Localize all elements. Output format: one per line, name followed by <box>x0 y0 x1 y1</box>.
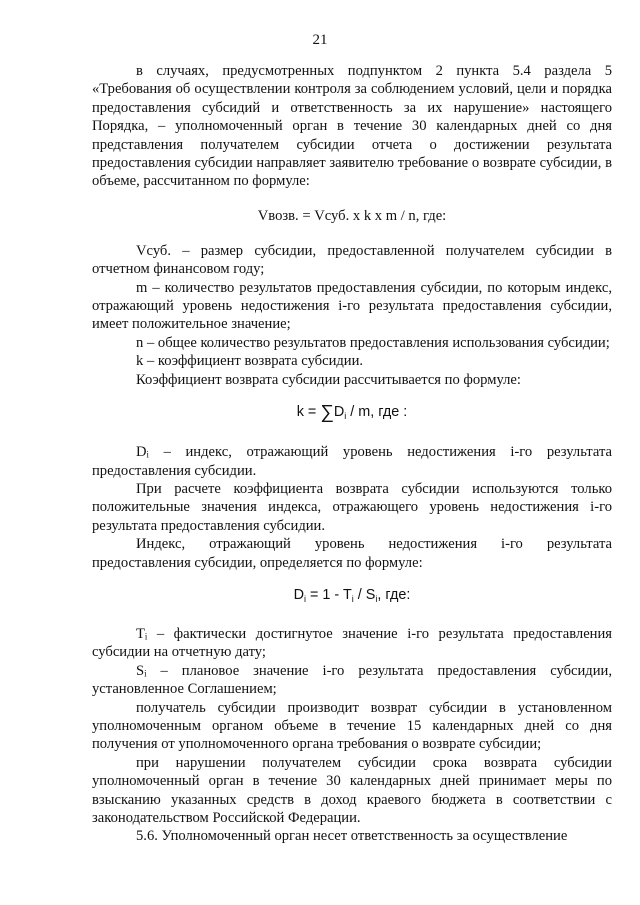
paragraph-k-formula-intro: Коэффициент возврата субсидии рассчитывается по формуле: <box>136 371 521 388</box>
paragraph-n-definition: n – общее количество результатов предоставления использования субсидии; <box>136 334 610 351</box>
formula-index-d: D <box>293 586 305 603</box>
paragraph-vsub-definition: Vсуб. – размер субсидии, предоставленной получателем субсидии в отчетном финансовом году; <box>92 242 612 278</box>
paragraph-ti-definition: Tᵢ – фактически достигнутое значение i-го результата предоставления субсидии на отчетную дату; <box>92 625 612 661</box>
formula-coefficient-lhs: k = <box>296 404 321 421</box>
sigma-symbol: ∑ <box>320 402 334 424</box>
formula-coefficient-rhs: / m, где : <box>346 404 408 421</box>
formula-index-sub-d: i <box>304 593 307 604</box>
paragraph-m-definition: m – количество результатов предоставления субсидии, по которым индекс, отражающий уровень недостижения i-го результата предоставления субсидии, имеет положительное значение; <box>92 279 612 333</box>
formula-coefficient-subscript: i <box>344 411 347 422</box>
formula-refund-volume: Vвозв. = Vсуб. x k x m / n, где: <box>257 207 447 224</box>
paragraph-section-5-6: 5.6. Уполномоченный орган несет ответственность за осуществление <box>136 828 568 845</box>
paragraph-positive-values: При расчете коэффициента возврата субсидии используются только положительные значения индекса, отражающего уровень недостижения i-го результата предоставления субсидии. <box>92 480 612 534</box>
paragraph-di-definition: Dᵢ – индекс, отражающий уровень недостижения i-го результата предоставления субсидии. <box>92 444 612 479</box>
formula-index-slash: / S <box>353 586 376 603</box>
page-number: 21 <box>312 32 328 48</box>
document-body <box>92 62 612 846</box>
formula-index-sub-s: i <box>375 593 378 604</box>
formula-index <box>92 585 612 609</box>
formula-index-tail: , где: <box>377 586 411 603</box>
paragraph-refund-term: получатель субсидии производит возврат субсидии в установленном уполномоченным органом объеме в течение 15 календарных дней со дня получения от уполномоченного органа требования о возврате субсидии; <box>92 699 612 753</box>
paragraph-di-formula-intro: Индекс, отражающий уровень недостижения i-го результата предоставления субсидии, определяется по формуле: <box>92 536 612 571</box>
paragraph-refund-requirement: в случаях, предусмотренных подпунктом 2 пункта 5.4 раздела 5 «Требования об осуществлении контроля за соблюдением условий, цели и порядка предоставления субсидий и ответственность за их нарушение» настоящего Порядка, – уполномоченный орган в течение 30 календарных дней со дня представления получателем субсидии отчета о достижении результата предоставления субсидии направляет заявителю требование о возврате субсидии, в объеме, рассчитанном по формуле: <box>92 63 612 190</box>
formula-coefficient <box>92 402 612 426</box>
formula-index-mid: = 1 - T <box>306 586 352 603</box>
formula-coefficient-d: D <box>333 404 345 421</box>
paragraph-recovery-measures: при нарушении получателем субсидии срока возврата субсидии уполномоченный орган в течение 30 календарных дней принимает меры по взысканию указанных средств в доход краевого бюджета в соответствии с законодательством Российской Федерации. <box>92 754 612 826</box>
paragraph-k-definition: k – коэффициент возврата субсидии. <box>136 353 364 370</box>
formula-index-sub-t: i <box>351 593 354 604</box>
paragraph-si-definition: Sᵢ – плановое значение i-го результата предоставления субсидии, установленное Соглашением; <box>92 662 612 698</box>
